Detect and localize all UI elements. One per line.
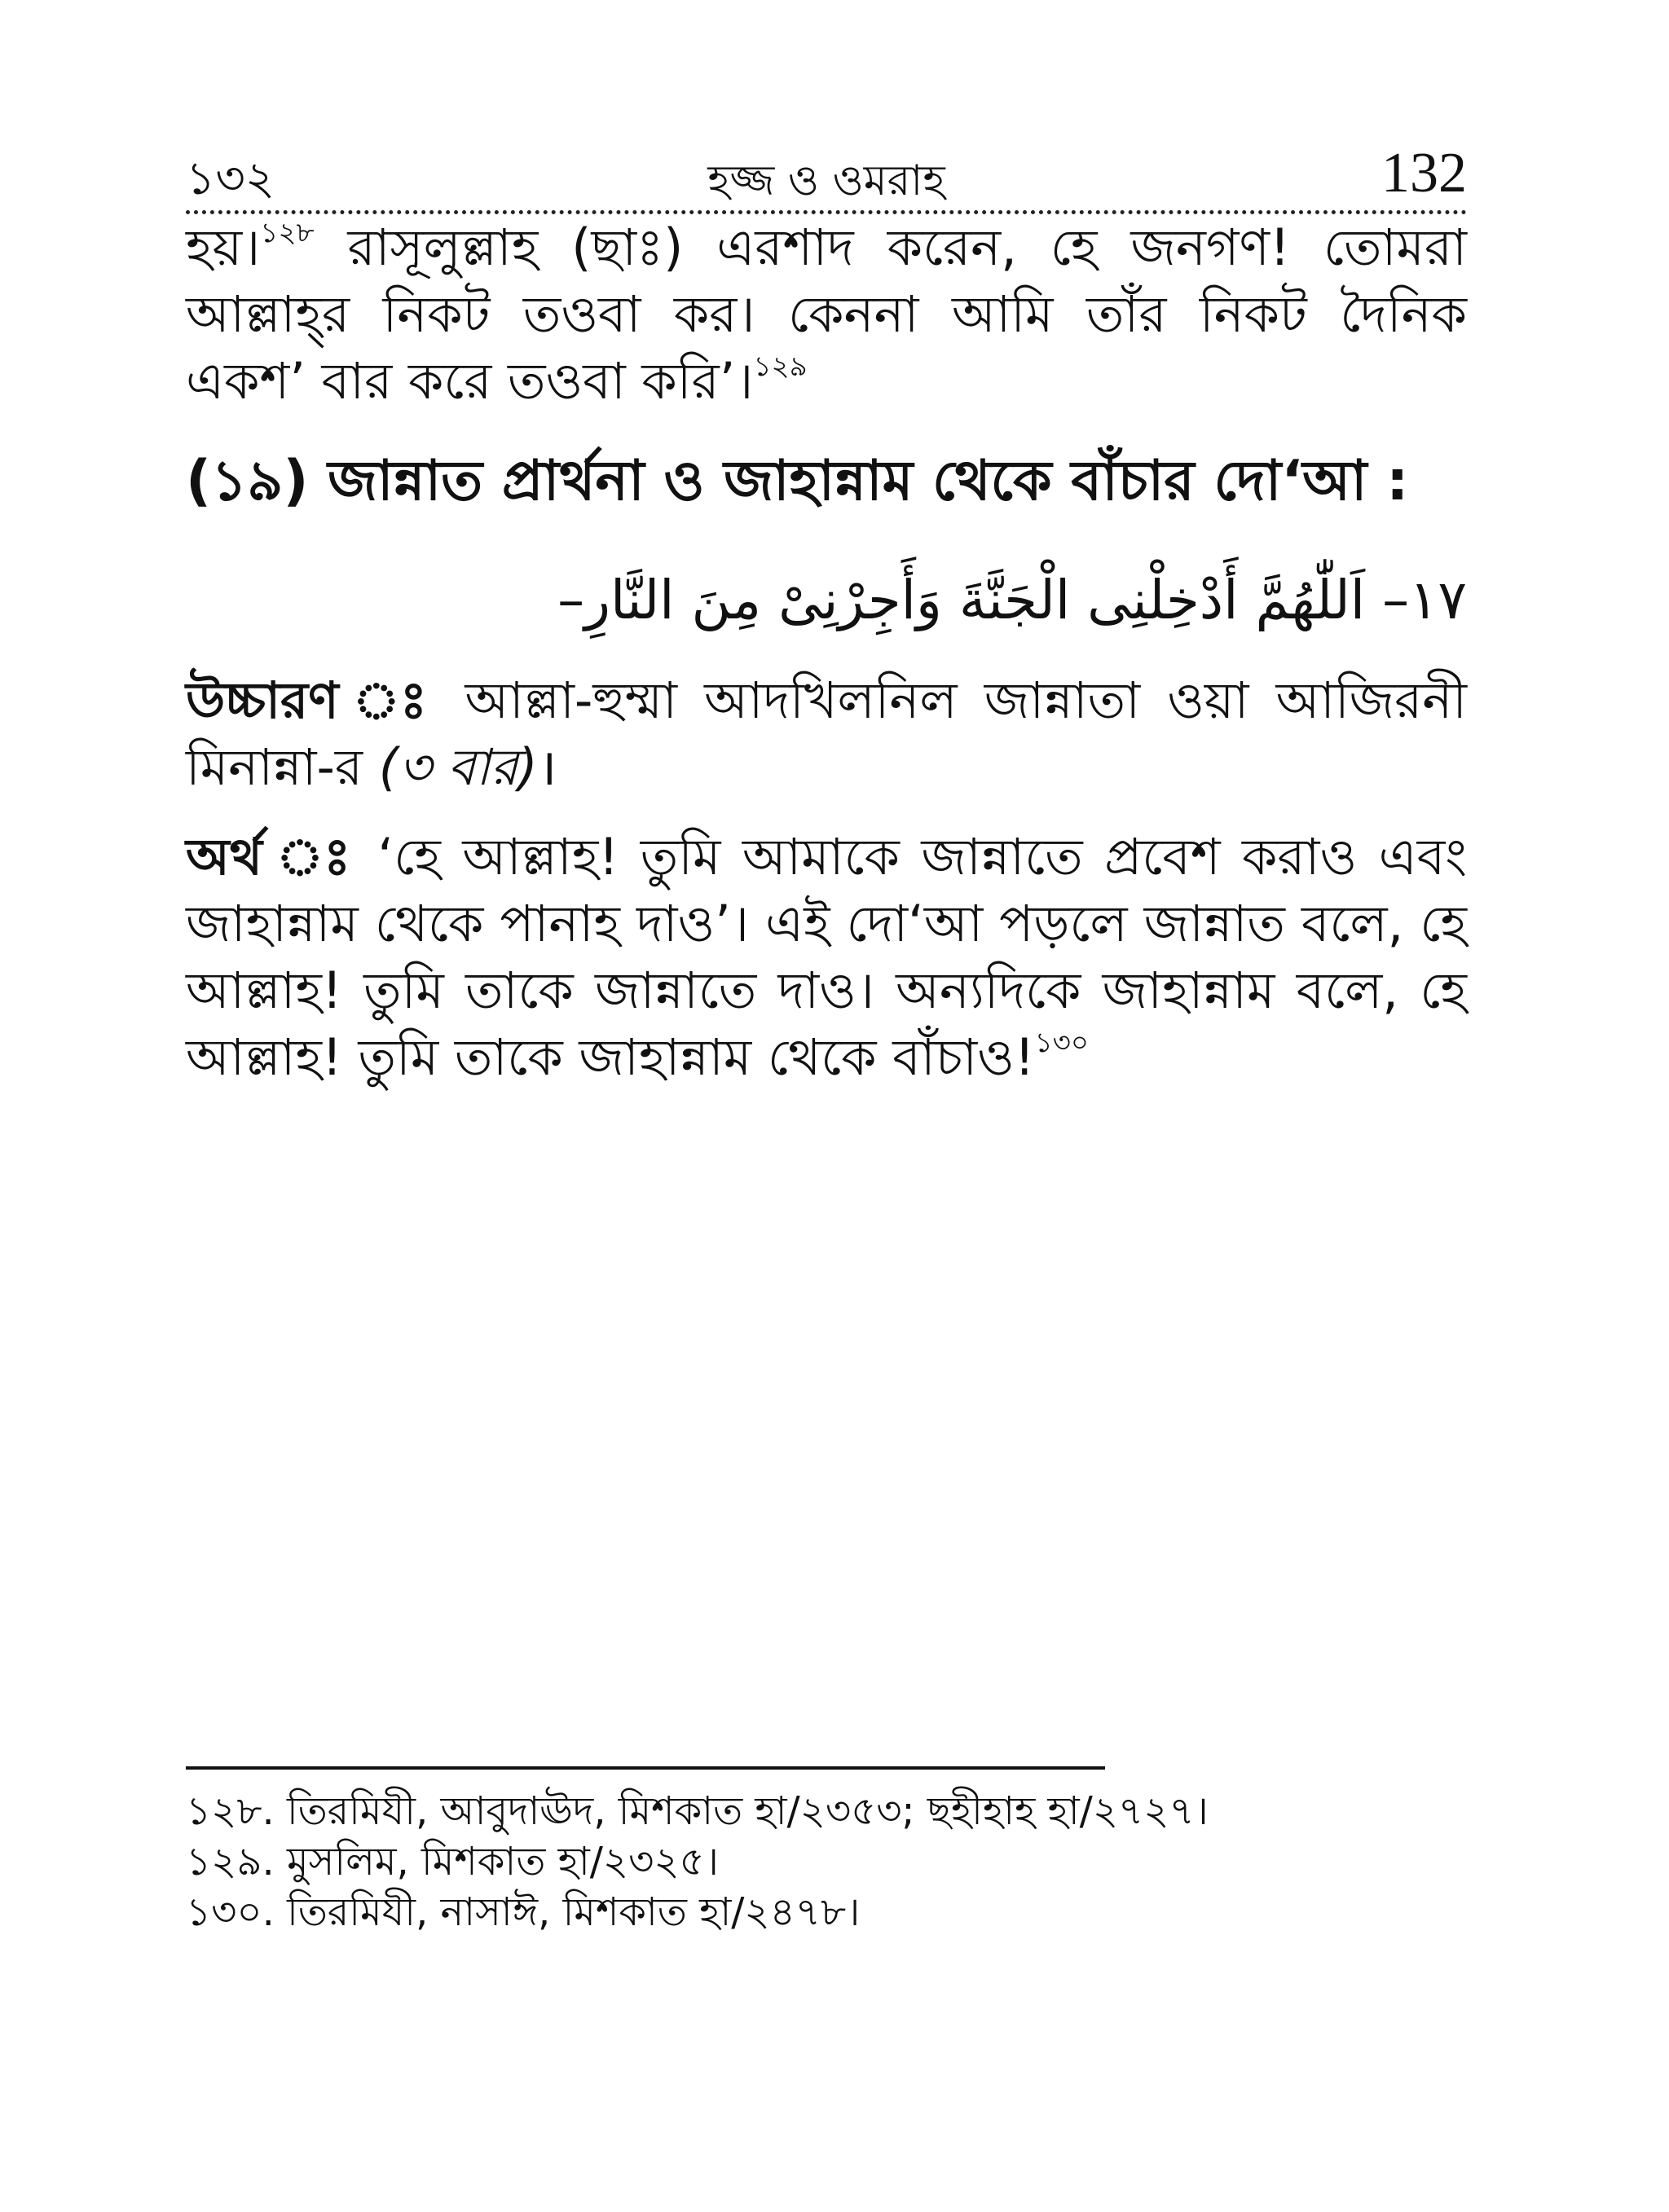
page-header	[186, 139, 1467, 205]
page-number: 132	[1381, 142, 1467, 204]
running-title: হজ্জ ও ওমরাহ	[707, 156, 945, 205]
footnote-separator	[186, 1766, 1105, 1770]
book-page	[186, 139, 1467, 2159]
meaning-text: ‘হে আল্লাহ! তুমি আমাকে জান্নাতে প্রবেশ করাও এবং জাহান্নাম থেকে পানাহ দাও’। এই দো‘আ পড়লে জান্নাত বলে, হে আল্লাহ! তুমি তাকে জান্নাতে দাও। অন্যদিকে জাহান্নাম বলে, হে আল্লাহ! তুমি তাকে জাহান্নাম থেকে বাঁচাও!	[186, 827, 1467, 1087]
pronunciation-paragraph	[186, 667, 1467, 801]
intro-text-b: রাসূলুল্লাহ (ছাঃ) এরশাদ করেন, হে জনগণ! তোমরা আল্লাহ্‌র নিকট তওবা কর। কেননা আমি তাঁর নিকট দৈনিক একশ’ বার করে তওবা করি’।	[186, 218, 1467, 411]
intro-text-a: হয়।	[186, 218, 261, 277]
footnote-ref-128: ১২৮	[260, 217, 315, 249]
footnote-130: ১৩০. তিরমিযী, নাসাঈ, মিশকাত হা/২৪৭৮।	[186, 1889, 861, 1935]
pronunciation-end: ।	[537, 737, 557, 797]
arabic-dua: ١٧– اَللّٰهُمَّ أَدْخِلْنِى الْجَنَّةَ وَأَجِرْنِىْ مِنَ النَّارِ–	[557, 569, 1467, 631]
footnote-129: ১২৯. মুসলিম, মিশকাত হা/২৩২৫।	[186, 1839, 719, 1884]
intro-paragraph	[186, 214, 1467, 415]
pronunciation-text: আল্লা-হুম্মা আদখিলনিল জান্নাতা ওয়া আজিরনী মিনান্না-র	[186, 671, 1467, 797]
section-heading: (১৯) জান্নাত প্রার্থনা ও জাহান্নাম থেকে বাঁচার দো‘আ :	[186, 449, 1409, 513]
meaning-label: অর্থ ঃ	[186, 827, 356, 886]
footnote-128: ১২৮. তিরমিযী, আবুদাঊদ, মিশকাত হা/২৩৫৩; ছহীহাহ হা/২৭২৭।	[186, 1788, 1209, 1834]
page-number-bengali: ১৩২	[186, 152, 275, 205]
footnote-ref-129: ১২৯	[753, 350, 808, 383]
footnotes	[186, 1786, 1467, 1937]
pronunciation-label: উচ্চারণ ঃ	[186, 671, 438, 730]
meaning-paragraph	[186, 824, 1467, 1091]
pronunciation-count: (৩ বার)	[378, 737, 538, 797]
footnote-ref-130: ১৩০	[1034, 1027, 1089, 1059]
